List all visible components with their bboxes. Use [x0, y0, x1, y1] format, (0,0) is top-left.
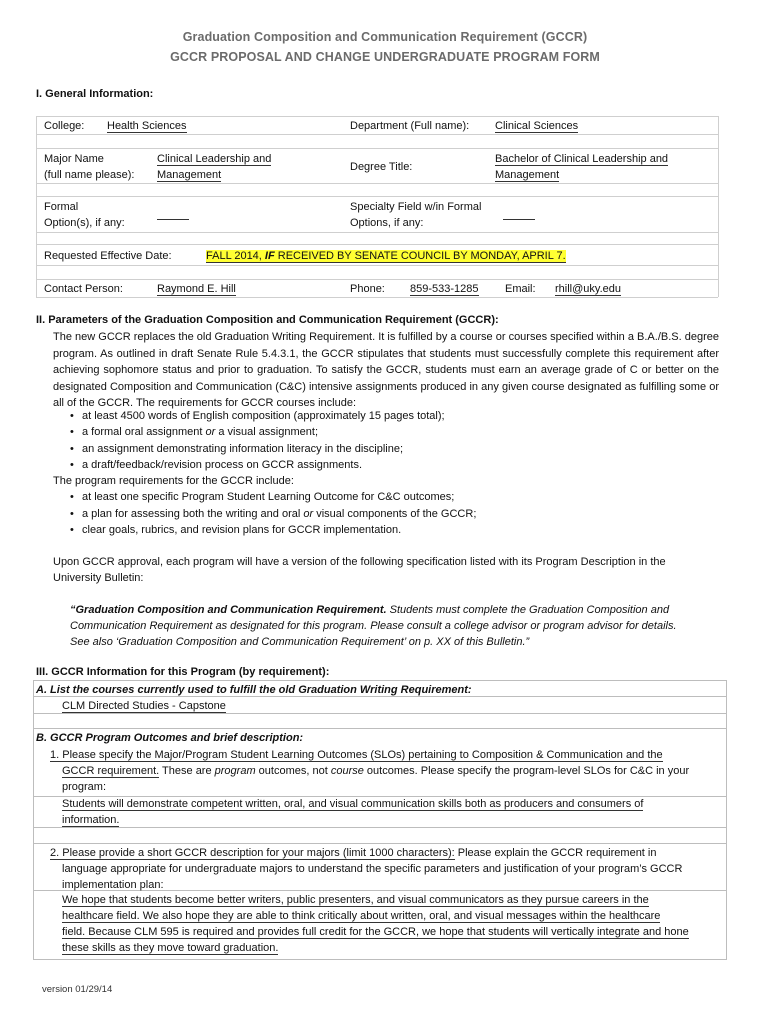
major-label: Major Name [44, 153, 104, 165]
emphasis-text: course [330, 765, 364, 777]
b2-prompt-cont: language appropriate for undergraduate majors to understand the specific parameters and justification of your program’s GCCR [62, 863, 683, 875]
program-req-text: clear goals, rubrics, and revision plans for GCCR implementation. [82, 524, 402, 536]
b1-prompt-end: program: [62, 781, 107, 793]
degree-label: Degree Title: [350, 161, 413, 173]
b2-answer-line[interactable]: field. Because CLM 595 is required and provides full credit for the GCCR, we hope that students will vertically integrate and hone [62, 926, 689, 938]
section-a-label: A. List the courses currently used to fulfill the old Graduation Writing Requirement: [36, 684, 472, 696]
college-value[interactable]: Health Sciences [107, 120, 187, 132]
grid-line [33, 696, 727, 697]
bulletin-quote-line2: Communication Requirement as designated for this program. Please consult a college advisor or program advisor for details. [70, 620, 677, 632]
section-gccr-info-heading: III. GCCR Information for this Program (by requirement): [36, 666, 330, 678]
effective-date-value[interactable] [206, 250, 566, 263]
grid-line [33, 713, 727, 714]
course-req-text: an assignment demonstrating information literacy in the discipline; [82, 443, 403, 455]
course-req-text: at least 4500 words of English composition (approximately 15 pages total); [82, 410, 445, 422]
major-label-note: (full name please): [44, 169, 135, 181]
grid-line [36, 279, 718, 280]
b2-answer-line[interactable]: healthcare field. We also hope they are able to think critically about written, oral, and visual messages within the healthcare [62, 910, 661, 922]
approval-text-cont: University Bulletin: [53, 572, 144, 584]
form-title: Graduation Composition and Communication Requirement (GCCR) [182, 30, 588, 44]
bulletin-quote-line1 [70, 602, 669, 618]
grid-line [36, 116, 718, 117]
program-req-item [70, 491, 454, 503]
section-general-heading: I. General Information: [36, 88, 154, 100]
section-a-value[interactable]: CLM Directed Studies - Capstone [62, 700, 226, 712]
bullet-icon: • [70, 508, 74, 520]
grid-line [33, 728, 727, 729]
course-req-item [70, 459, 362, 471]
emphasis-text: program [214, 765, 256, 777]
approval-text: Upon GCCR approval, each program will have a version of the following specification listed with its Program Description in the [53, 556, 666, 568]
bulletin-quote-text: Students must complete the Graduation Composition and [386, 604, 670, 616]
b2-answer-line[interactable]: We hope that students become better writers, public presenters, and visual communicators as they pursue careers in the [62, 894, 649, 906]
course-req-item [70, 443, 403, 455]
formal-options-label-cont: Option(s), if any: [44, 217, 125, 229]
specialty-field[interactable] [503, 210, 535, 223]
program-reqs-intro: The program requirements for the GCCR include: [53, 475, 294, 487]
department-label: Department (Full name): [350, 120, 470, 132]
grid-line [36, 232, 718, 233]
b2-prompt-end: implementation plan: [62, 879, 164, 891]
program-req-item [70, 524, 401, 536]
bullet-icon: • [70, 459, 74, 471]
effective-date-label: Requested Effective Date: [44, 250, 172, 262]
b1-answer-cont[interactable]: information. [62, 814, 120, 826]
effective-date-part: RECEIVED BY SENATE COUNCIL BY MONDAY, APRIL 7. [274, 250, 566, 262]
b2-prompt [50, 847, 656, 859]
email-label: Email: [505, 283, 536, 295]
form-subtitle: GCCR PROPOSAL AND CHANGE UNDERGRADUATE PROGRAM FORM [170, 50, 600, 64]
grid-line [36, 148, 718, 149]
contact-value[interactable]: Raymond E. Hill [157, 283, 236, 295]
bulletin-quote-title: “Graduation Composition and Communication Requirement. [70, 604, 387, 616]
course-req-item [70, 426, 318, 438]
bullet-icon: • [70, 491, 74, 503]
college-label: College: [44, 120, 85, 132]
major-value-cont[interactable]: Management [157, 169, 222, 181]
course-req-text: a draft/feedback/revision process on GCCR assignments. [82, 459, 363, 471]
section-parameters-heading: II. Parameters of the Graduation Composition and Communication Requirement (GCCR): [36, 314, 499, 326]
version-footer: version 01/29/14 [42, 984, 113, 995]
emphasis-text: or [303, 508, 314, 520]
course-req-text: a formal oral assignment or a visual assignment; [82, 426, 318, 438]
grid-line [36, 116, 37, 297]
program-req-item [70, 508, 476, 520]
phone-value[interactable]: 859-533-1285 [410, 283, 479, 295]
bullet-icon: • [70, 524, 74, 536]
specialty-label: Specialty Field w/in Formal [350, 201, 482, 213]
contact-label: Contact Person: [44, 283, 123, 295]
degree-value-cont[interactable]: Management [495, 169, 560, 181]
grid-line [33, 796, 727, 797]
b2-answer-line[interactable]: these skills as they move toward graduation. [62, 942, 279, 954]
bulletin-quote-line3: See also ‘Graduation Composition and Communication Requirement’ on p. XX of this Bulletin.” [70, 636, 530, 648]
formal-options-label: Formal [44, 201, 79, 213]
department-value[interactable]: Clinical Sciences [495, 120, 579, 132]
formal-options-field[interactable] [157, 210, 189, 223]
major-value[interactable]: Clinical Leadership and [157, 153, 272, 165]
grid-line [33, 827, 727, 828]
bullet-icon: • [70, 443, 74, 455]
b1-prompt-text: 1. Please specify the Major/Program Student Learning Outcomes (SLOs) pertaining to Composition & Communication and the [50, 749, 663, 761]
b2-prompt-note: Please explain the GCCR requirement in [454, 847, 657, 859]
bullet-icon: • [70, 426, 74, 438]
grid-line [36, 297, 718, 298]
b1-prompt [50, 749, 663, 761]
degree-value[interactable]: Bachelor of Clinical Leadership and [495, 153, 669, 165]
b1-prompt-text: GCCR requirement. [62, 765, 160, 777]
effective-date-part: FALL 2014, [206, 250, 265, 262]
emphasis-text: or [205, 426, 216, 438]
bullet-icon: • [70, 410, 74, 422]
program-req-text: at least one specific Program Student Learning Outcome for C&C outcomes; [82, 491, 455, 503]
course-req-item [70, 410, 445, 422]
email-value[interactable]: rhill@uky.edu [555, 283, 621, 295]
b2-prompt-text: 2. Please provide a short GCCR description for your majors (limit 1000 characters): [50, 847, 455, 859]
b1-prompt-note: These are program outcomes, not course outcomes. Please specify the program-level SLOs for C&C in your [159, 765, 690, 777]
b1-prompt-cont [62, 765, 689, 777]
effective-date-emphasis: IF [264, 250, 275, 262]
grid-line [36, 244, 718, 245]
grid-line [718, 116, 719, 297]
grid-line [33, 843, 727, 844]
phone-label: Phone: [350, 283, 385, 295]
section-b-label: B. GCCR Program Outcomes and brief description: [36, 732, 304, 744]
parameters-intro: The new GCCR replaces the old Graduation Writing Requirement. It is fulfilled by a course or courses specified within a B.A./B.S. degree program. As outlined in draft Senate Rule 5.4.3.1, the GCCR stipulates that students must successfully complete this requirement after achieving sophomore status and prior to graduation. To satisfy the GCCR, students must earn an average grade of C or better on the designated Composition and Communication (C&C) intensive assignments produced in any given course designated as fulfilling some or all of the GCCR. The requirements for GCCR courses include: [53, 331, 719, 409]
grid-line [36, 183, 718, 184]
grid-line [36, 265, 718, 266]
b1-answer[interactable]: Students will demonstrate competent written, oral, and visual communication skills both as producers and consumers of [62, 798, 644, 810]
grid-line [36, 134, 718, 135]
specialty-label-cont: Options, if any: [350, 217, 424, 229]
grid-line [36, 196, 718, 197]
program-req-text: a plan for assessing both the writing and oral or visual components of the GCCR; [82, 508, 477, 520]
